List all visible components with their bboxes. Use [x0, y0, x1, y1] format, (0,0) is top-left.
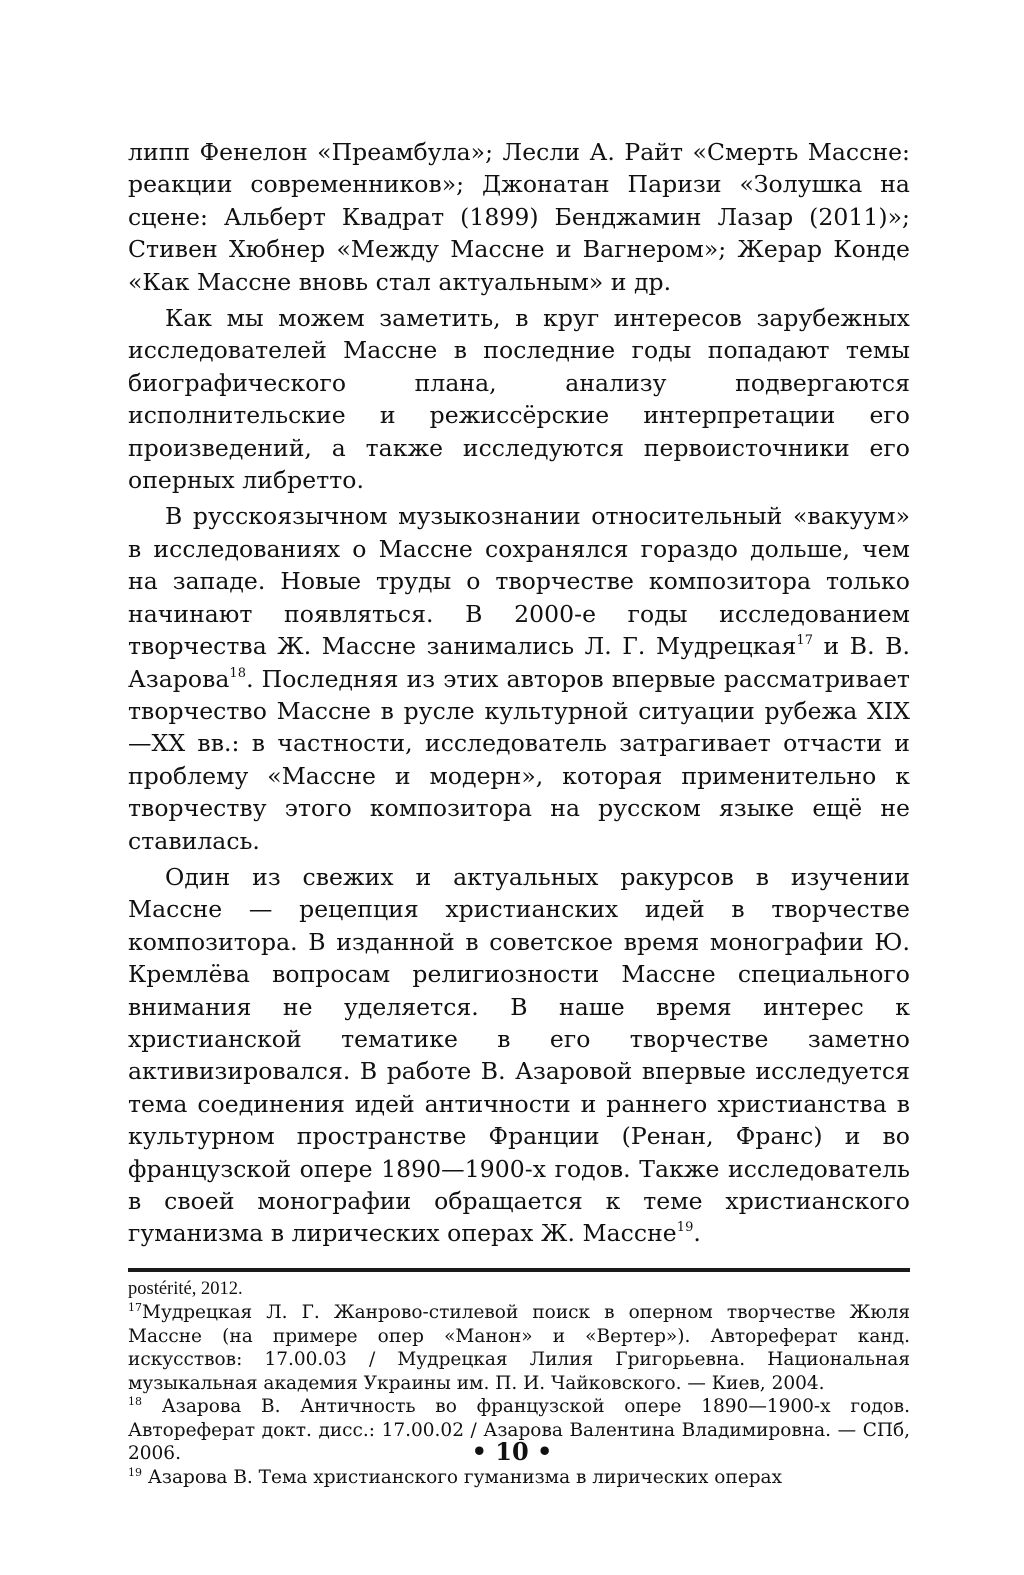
footnote-ref-18[interactable]: 18	[229, 665, 247, 681]
footnote-text: Азарова В. Античность во французской опере 1890—1900-х годов. Автореферат докт. дисс.: 17.00.02 / Азарова Валентина Владимировна. — СПб, 2006.	[128, 1396, 910, 1465]
paragraph-text: . Последняя из этих авторов впервые рассматривает творчество Массне в русле культурной ситуации рубежа XIX—XX вв.: в частности, исследователь затрагивает отчасти и проблему «Массне и модерн», которая применительно к творчеству этого композитора на русском языке ещё не ставилась.	[128, 664, 910, 855]
paragraph-text: Один из свежих и актуальных ракурсов в изучении Массне — рецепция христианских идей в творчестве композитора. В изданной в советское время монографии Ю. Кремлёва вопросам религиозности Массне специального внимания не уделяется. В наше время интерес к христианской тематике в его творчестве заметно активизировался. В работе В. Азаровой впервые исследуется тема соединения идей античности и раннего христианства в культурном пространстве Франции (Ренан, Франс) и во французской опере 1890—1900-х годов. Также исследователь в своей монографии обращается к теме христианского гуманизма в лирических операх Ж. Массне	[128, 862, 910, 1248]
paragraph-text: В русскоязычном музыкознании относительный «вакуум» в исследованиях о Массне сохранялся гораздо дольше, чем на западе. Новые труды о творчестве композитора только начинают появляться. В 2000-е годы исследованием творчества Ж. Массне занимались Л. Г. Мудрецкая	[128, 502, 910, 661]
footnote-separator	[128, 1268, 910, 1272]
footnote-number: 19	[128, 1465, 142, 1479]
footnote-19	[128, 1466, 910, 1490]
footnote-ref-17[interactable]: 17	[796, 633, 814, 649]
paragraph-christian-ideas	[128, 861, 910, 1250]
main-text	[128, 136, 910, 1250]
paragraph-foreign-research: Как мы можем заметить, в круг интересов зарубежных исследователей Массне в последние годы попадают темы биографического плана, анализу подвергаются исполнительские и режиссёрские интерпретации его произведений, а также исследуются первоисточники его оперных либретто.	[128, 304, 910, 495]
page-content	[128, 136, 910, 1489]
paragraph-text: и В. В. Азарова	[128, 632, 911, 693]
footnote-number: 17	[128, 1301, 142, 1315]
paragraph-text: .	[693, 1219, 701, 1248]
paragraph-russian-musicology	[128, 500, 910, 856]
footnote-17	[128, 1301, 910, 1395]
footnote-number: 18	[128, 1395, 142, 1409]
footnote-ref-19[interactable]: 19	[676, 1220, 694, 1236]
paragraph-continuation: липп Фенелон «Преамбула»; Лесли А. Райт «Смерть Массне: реакции современников»; Джонатан Паризи «Золушка на сцене: Альберт Квадрат (1899) Бенджамин Лазар (2011)»; Стивен Хюбнер «Между Массне и Вагнером»; Жерар Конде «Как Массне вновь стал актуальным» и др.	[128, 138, 910, 296]
footnote-continuation: postérité, 2012.	[128, 1278, 243, 1299]
footnote-text: Мудрецкая Л. Г. Жанрово-стилевой поиск в оперном творчестве Жюля Массне (на примере опер «Манон» и «Вертер»). Автореферат канд. искусствов: 17.00.03 / Мудрецкая Лилия Григорьевна. Национальная музыкальная академия Украины им. П. И. Чайковского. — Киев, 2004.	[128, 1302, 910, 1394]
footnote-text: Азарова В. Тема христианского гуманизма в лирических операх	[147, 1466, 783, 1488]
page-number: • 10 •	[471, 1437, 553, 1466]
